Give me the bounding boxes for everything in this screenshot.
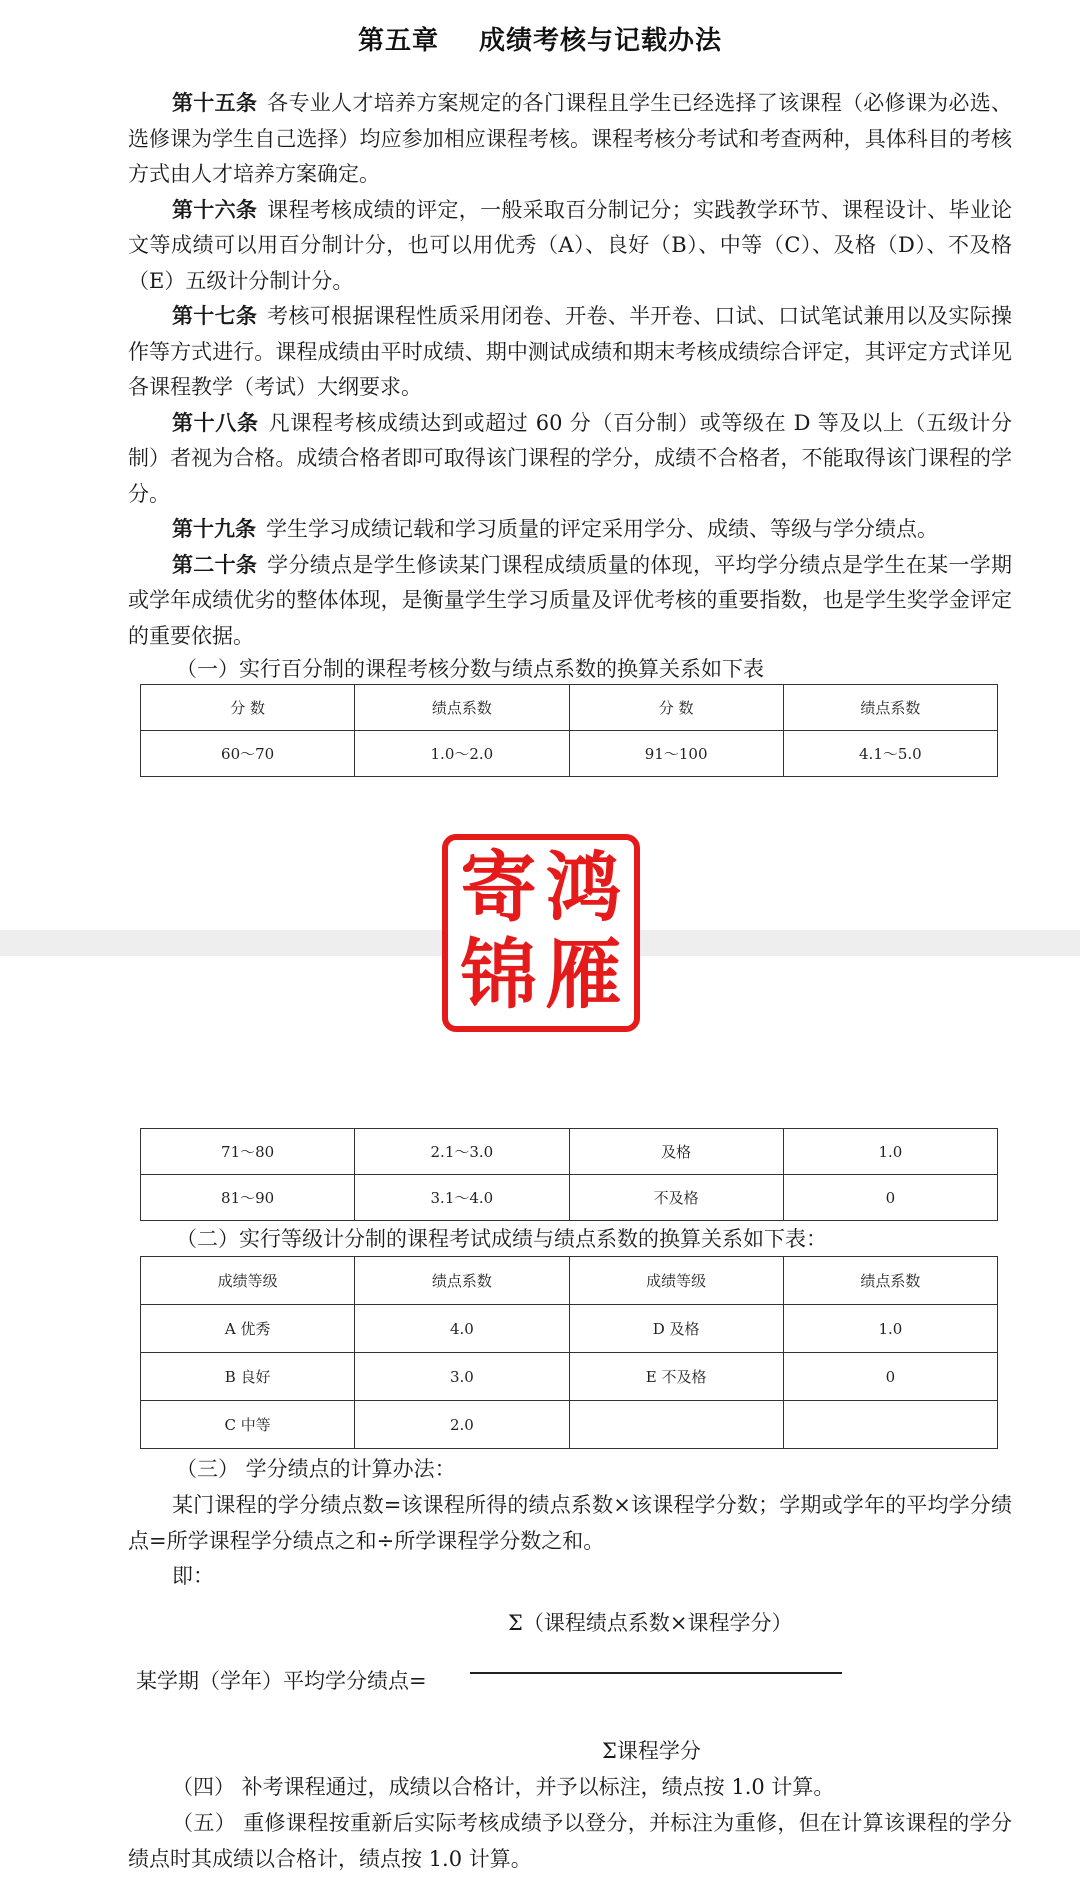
table-cell <box>569 1401 783 1449</box>
table-cell: 2.0 <box>355 1401 569 1449</box>
section3-ie: 即： <box>172 1564 214 1588</box>
table-cell: 0 <box>783 1353 997 1401</box>
table-cell: 3.0 <box>355 1353 569 1401</box>
table-header-row <box>141 1257 998 1305</box>
sections-4-5 <box>128 1770 1012 1806</box>
table-header-cell: 绩点系数 <box>783 1257 997 1305</box>
table-cell: B 良好 <box>141 1353 355 1401</box>
section5-block <box>128 1806 1012 1877</box>
table-cell: A 优秀 <box>141 1305 355 1353</box>
table-cell: 4.0 <box>355 1305 569 1353</box>
article-label: 第十九条 <box>172 517 256 541</box>
table-cell: 及格 <box>569 1129 783 1175</box>
table-cell: 81～90 <box>141 1175 355 1221</box>
table-cell: 4.1～5.0 <box>783 731 997 777</box>
table-cell: 1.0～2.0 <box>355 731 569 777</box>
article-17 <box>128 299 1012 406</box>
table1-caption: （一）实行百分制的课程考核分数与绩点系数的换算关系如下表 <box>176 657 764 681</box>
table-cell: 不及格 <box>569 1175 783 1221</box>
article-18 <box>128 406 1012 513</box>
formula-lhs: 某学期（学年）平均学分绩点= <box>136 1669 427 1693</box>
table-cell: 1.0 <box>783 1129 997 1175</box>
seal-char: 锦 <box>460 930 537 1019</box>
table-header-cell: 成绩等级 <box>141 1257 355 1305</box>
table-header-row <box>141 685 998 731</box>
article-16 <box>128 193 1012 300</box>
articles-block <box>128 86 1012 654</box>
table-row <box>141 1353 998 1401</box>
table-header-cell: 分 数 <box>569 685 783 731</box>
table-header-cell: 分 数 <box>141 685 355 731</box>
article-text: 各专业人才培养方案规定的各门课程且学生已经选择了该课程（必修课为必选、选修课为学生自己选择）均应参加相应课程考核。课程考核分考试和考查两种，具体科目的考核方式由人才培养方案确定。 <box>128 91 1013 186</box>
table-header-cell: 成绩等级 <box>569 1257 783 1305</box>
chapter-name: 成绩考核与记载办法 <box>479 26 723 56</box>
article-19 <box>128 512 1012 548</box>
table-cell: 3.1～4.0 <box>355 1175 569 1221</box>
table-cell: 71～80 <box>141 1129 355 1175</box>
table-cell: 1.0 <box>783 1305 997 1353</box>
article-15 <box>128 86 1012 193</box>
section5-text: （五） 重修课程按重新后实际考核成绩予以登分，并标注为重修，但在计算该课程的学分绩点时其成绩以合格计，绩点按 1.0 计算。 <box>128 1811 1012 1871</box>
table-cell <box>783 1401 997 1449</box>
article-text: 学生学习成绩记载和学习质量的评定采用学分、成绩、等级与学分绩点。 <box>266 517 938 541</box>
article-text: 课程考核成绩的评定，一般采取百分制记分；实践教学环节、课程设计、毕业论文等成绩可以用百分制计分，也可以用优秀（A）、良好（B）、中等（C）、及格（D）、不及格（E）五级计分制计分。 <box>128 197 1013 293</box>
chapter-number: 第五章 <box>357 26 439 56</box>
table-row <box>141 1129 998 1175</box>
article-label: 第十六条 <box>172 197 258 222</box>
article-text: 考核可根据课程性质采用闭卷、开卷、半开卷、口试、口试笔试兼用以及实际操作等方式进行。课程成绩由平时成绩、期中测试成绩和期末考核成绩综合评定，其评定方式详见各课程教学（考试）大纲要求。 <box>128 304 1013 399</box>
section3-heading: （三） 学分绩点的计算办法： <box>176 1457 456 1481</box>
document-page-top <box>0 0 1080 930</box>
article-label: 第十八条 <box>172 410 259 435</box>
section3-body <box>128 1488 1012 1595</box>
table-cell: C 中等 <box>141 1401 355 1449</box>
table-header-cell: 绩点系数 <box>783 685 997 731</box>
table-row <box>141 731 998 777</box>
section4-text: （四） 补考课程通过，成绩以合格计，并予以标注，绩点按 1.0 计算。 <box>172 1775 835 1799</box>
table-cell: 91～100 <box>569 731 783 777</box>
red-seal-stamp <box>442 834 640 1032</box>
article-20 <box>128 548 1012 655</box>
table2 <box>140 1256 998 1449</box>
table1-part1 <box>140 684 998 777</box>
seal-char: 雁 <box>545 930 622 1019</box>
table-header-cell: 绩点系数 <box>355 685 569 731</box>
formula-fraction-bar <box>470 1672 842 1674</box>
table-row <box>141 1401 998 1449</box>
formula-denominator: Σ课程学分 <box>602 1739 701 1763</box>
table-cell: 0 <box>783 1175 997 1221</box>
article-text: 学分绩点是学生修读某门课程成绩质量的体现，平均学分绩点是学生在某一学期或学年成绩优劣的整体体现，是衡量学生学习质量及评优考核的重要指数，也是学生奖学金评定的重要依据。 <box>128 552 1013 648</box>
table-header-cell: 绩点系数 <box>355 1257 569 1305</box>
article-label: 第十五条 <box>172 91 258 115</box>
table-row <box>141 1305 998 1353</box>
table1-part2 <box>140 1128 998 1221</box>
table-cell: 60～70 <box>141 731 355 777</box>
seal-char: 寄 <box>460 843 537 932</box>
article-text: 凡课程考核成绩达到或超过 60 分（百分制）或等级在 D 等及以上（五级计分制）者视为合格。成绩合格者即可取得该门课程的学分，成绩不合格者，不能取得该门课程的学分。 <box>128 410 1012 506</box>
formula-numerator: Σ（课程绩点系数×课程学分） <box>508 1611 793 1635</box>
table-cell: E 不及格 <box>569 1353 783 1401</box>
table-row <box>141 1175 998 1221</box>
seal-char: 鸿 <box>545 843 622 932</box>
document-page-bottom <box>0 956 1080 1871</box>
section3-text: 某门课程的学分绩点数=该课程所得的绩点系数×该课程学分数；学期或学年的平均学分绩点=所学课程学分绩点之和÷所学课程学分数之和。 <box>128 1493 1012 1553</box>
article-label: 第二十条 <box>172 552 258 577</box>
article-label: 第十七条 <box>172 304 258 328</box>
table2-caption: （二）实行等级计分制的课程考试成绩与绩点系数的换算关系如下表： <box>176 1227 827 1251</box>
table-cell: D 及格 <box>569 1305 783 1353</box>
table-cell: 2.1～3.0 <box>355 1129 569 1175</box>
chapter-title <box>0 20 1080 57</box>
